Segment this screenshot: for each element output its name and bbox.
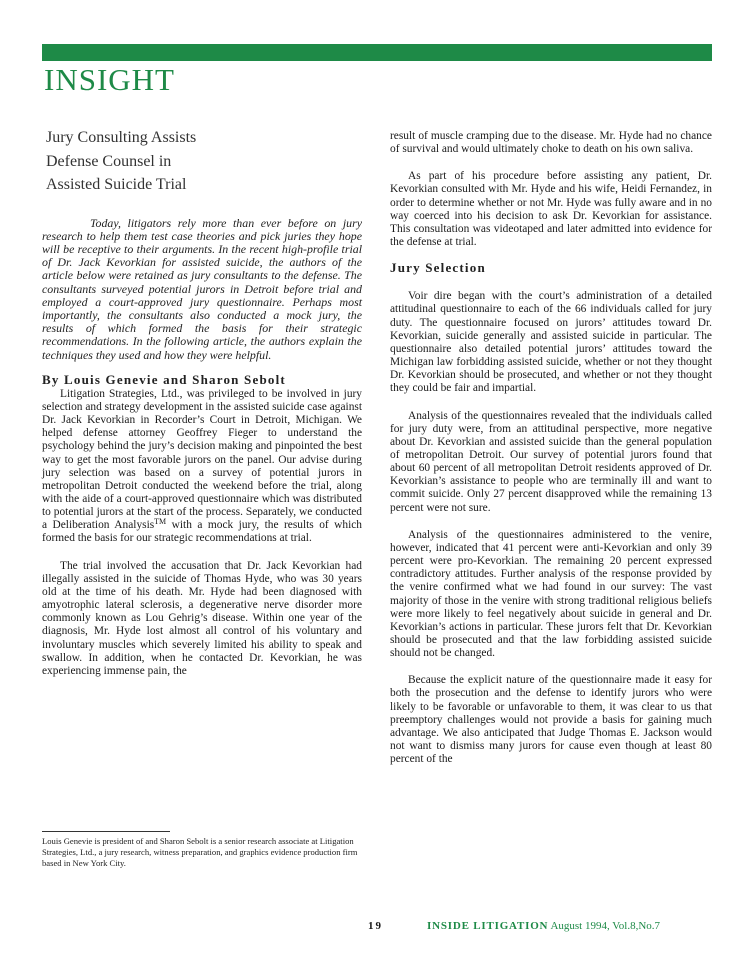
masthead-bar bbox=[42, 44, 712, 61]
paragraph-consultation: As part of his procedure before assisting any patient, Dr. Kevorkian consulted with Mr. Hyde and his wife, Heidi Fernandez, in order to determine whether or not Mr. Hyde was fully aware and in no way coerced into his decision to ask Dr. Kevorkian for assistance. This consultation was videotaped and later admitted into evidence for the defense at trial. bbox=[390, 170, 712, 249]
masthead-title: INSIGHT bbox=[44, 62, 175, 97]
subhead-jury-selection: Jury Selection bbox=[390, 260, 486, 276]
paragraph-intro bbox=[42, 388, 362, 546]
paragraph-trial: The trial involved the accusation that Dr. Jack Kevorkian had illegally assisted in the suicide of Thomas Hyde, who was 30 years old at the time of his death. Mr. Hyde had been diagnosed with amyotrophic lateral sclerosis, a degenerative nerve disorder more commonly known as Lou Gehrig’s disease. Within one year of the diagnosis, Mr. Hyde lost almost all control of his voluntary and involuntary muscles which severely limited his ability to speak and swallow. In addition, when he contacted Dr. Kevorkian, he was experiencing immense pain, the bbox=[42, 559, 362, 677]
paragraph-continued: result of muscle cramping due to the disease. Mr. Hyde had no chance of survival and would ultimately choke to death on his own saliva. bbox=[390, 130, 712, 156]
issue-info bbox=[427, 920, 660, 932]
page-number: 19 bbox=[368, 920, 383, 932]
headline-line-1: Jury Consulting Assists bbox=[46, 129, 197, 146]
paragraph-venire: Analysis of the questionnaires administered to the venire, however, indicated that 41 percent were anti-Kevorkian and only 39 percent were pro-Kevorkian. The remaining 20 percent expressed contradictory attitudes. Further analysis of the response provided by the venire confirmed what we had found in our survey: The vast majority of those in the venire with strong traditional religious beliefs were more likely to feel negatively about suicide in general and Dr. Kevorkian’s actions in particular. These jurors felt that Dr. Kevorkian should be prosecuted and that the law forbidding assisted suicide should not be changed. bbox=[390, 528, 712, 660]
paragraph-voir-dire: Voir dire began with the court’s administration of a detailed attitudinal questionnaire to each of the 66 individuals called for jury duty. The questionnaire focused on jurors’ attitudes toward Dr. Kevorkian, suicide generally and assisted suicide in particular. The questionnaire also detailed potential jurors’ attitudes toward the Michigan law forbidding assisted suicide, whether or not they thought Dr. Kevorkian should be prosecuted, and whether or not they thought they could be fair and impartial. bbox=[390, 290, 712, 395]
article-lede: Today, litigators rely more than ever before on jury research to help them test case theories and pick juries they hope will be receptive to their arguments. In the recent high-profile trial of Dr. Jack Kevorkian for assisted suicide, the authors of the article below were retained as jury consultants to the defense. The consultants surveyed potential jurors in Detroit before trial and employed a court-approved jury questionnaire. Perhaps most importantly, the consultants also conducted a mock jury, the results of which formed the basis for their strategic recommendations. In the following article, the authors explain the techniques they used and how they were helpful. bbox=[42, 215, 362, 362]
article-headline bbox=[46, 126, 362, 197]
headline-line-3: Assisted Suicide Trial bbox=[46, 176, 187, 193]
publication-name: INSIDE LITIGATION bbox=[427, 920, 549, 932]
author-footnote: Louis Genevie is president of and Sharon Sebolt is a senior research associate at Litigation Strategies, Ltd., a jury research, witness preparation, and graphics evidence production firm based in New York City. bbox=[42, 836, 358, 868]
footnote-rule bbox=[42, 831, 170, 832]
issue-date: August 1994, Vol.8,No.7 bbox=[548, 920, 661, 932]
headline-line-2: Defense Counsel in bbox=[46, 152, 172, 170]
byline: By Louis Genevie and Sharon Sebolt bbox=[42, 371, 286, 387]
paragraph-analysis: Analysis of the questionnaires revealed that the individuals called for jury duty were, from an attitudinal perspective, more negative about Dr. Kevorkian and assisted suicide than the general population of metropolitan Detroit. Our survey of potential jurors found that about 60 percent of all metropolitan Detroit residents approved of Dr. Kevorkian’s assistance to people who are terminally ill and want to commit suicide. Only 27 percent disapproved while the remaining 13 percent were not sure. bbox=[390, 409, 712, 514]
paragraph-challenges: Because the explicit nature of the questionnaire made it easy for both the prosecution and the defense to identify jurors who were likely to be favorable or unfavorable to them, it was clear to us that preemptory challenges would not provide a basis for gaining much advantage. We also anticipated that Judge Thomas E. Jackson would not want to dismiss many jurors for cause even though at least 80 percent of the bbox=[390, 674, 712, 766]
paragraph-intro-text-end: with a mock jury, the results of which formed the basis for our strategic recommendations at trial. bbox=[42, 519, 362, 545]
paragraph-intro-text: Litigation Strategies, Ltd., was privileged to be involved in jury selection and strategy development in the assisted suicide case against Dr. Jack Kevorkian in Recorder’s Court in Detroit, Michigan. We helped defense attorney Geoffrey Fieger to understand the psychology behind the jury’s decision making and pinpointed the best way to get the most favorable jurors on the panel. Our advise during jury selection was based on a survey of potential jurors in metropolitan Detroit conducted the weekend before the trial, along with the aide of a court-approved questionnaire which was distributed to potential jurors at the start of the process. Separately, we conducted a Deliberation Analysis bbox=[42, 387, 362, 532]
right-column bbox=[390, 130, 712, 766]
left-column bbox=[42, 124, 362, 678]
trademark-mark: TM bbox=[154, 517, 167, 527]
